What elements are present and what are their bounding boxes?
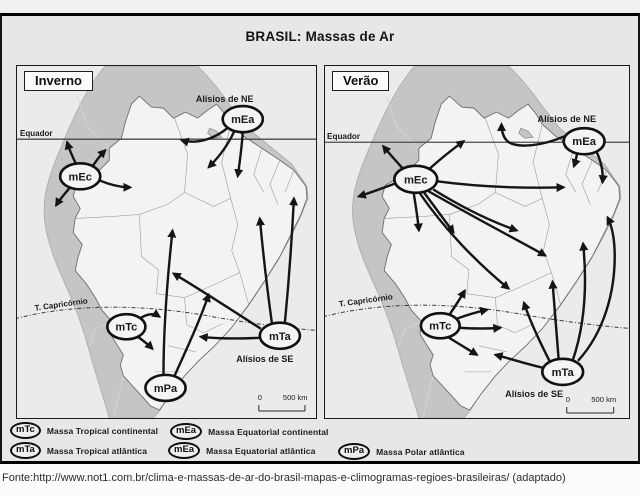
legend-item-mEa-continental	[170, 423, 329, 440]
air-mass-mEa	[223, 106, 263, 132]
air-mass-label: mPa	[153, 382, 178, 395]
legend-symbol: mTa	[10, 442, 41, 459]
air-mass-label: mEa	[231, 114, 255, 127]
panel-inverno	[16, 65, 317, 419]
equator-label: Equador	[327, 132, 361, 142]
legend-label: Massa Tropical continental	[46, 425, 159, 436]
scale-bar	[258, 393, 308, 411]
air-mass-label: mTc	[429, 320, 452, 333]
capricorn-label: T. Capricórnio	[34, 296, 89, 313]
legend-symbol: mEa	[170, 423, 202, 440]
legend-symbol: mPa	[338, 443, 370, 460]
legend-item-mEa-atlantica	[168, 442, 315, 459]
panel-verao	[324, 65, 630, 419]
air-mass-label: mTa	[551, 366, 574, 379]
legend-item-mPa	[338, 443, 465, 460]
air-mass-mTc	[421, 313, 460, 338]
air-mass-label: mTc	[115, 321, 138, 334]
scale-zero: 0	[565, 395, 571, 404]
trade-winds-ne-label: Alísios de NE	[195, 94, 254, 105]
legend	[10, 422, 634, 462]
legend-label: Massa Polar atlântica	[376, 446, 465, 457]
air-mass-mEc	[60, 163, 100, 189]
scale-distance: 500 km	[282, 392, 308, 402]
air-mass-label: mEa	[572, 136, 596, 149]
air-mass-label: mTa	[268, 330, 291, 343]
legend-symbol: mTc	[10, 422, 41, 439]
map-inverno	[17, 66, 316, 418]
figure-title: BRASIL: Massas de Ar	[245, 29, 395, 44]
trade-winds-se-label: Alísios de SE	[505, 389, 564, 399]
legend-symbol: mEa	[168, 442, 200, 459]
season-label-verao: Verão	[332, 71, 389, 91]
trade-winds-se-label: Alísios de SE	[236, 353, 294, 364]
air-mass-mTa	[542, 359, 583, 385]
air-mass-mTc	[107, 314, 145, 339]
legend-item-mTc	[10, 422, 158, 439]
scale-bar	[566, 395, 617, 413]
season-label-inverno: Inverno	[24, 71, 93, 91]
legend-label: Massa Equatorial atlântica	[206, 445, 316, 456]
air-mass-mPa	[145, 375, 185, 401]
map-verao	[325, 66, 629, 418]
capricorn-label: T. Capricórnio	[338, 292, 394, 309]
air-mass-mEc	[394, 166, 437, 193]
legend-item-mTa	[10, 442, 147, 459]
legend-label: Massa Tropical atlântica	[46, 445, 148, 456]
equator-label: Equador	[20, 129, 53, 139]
footer-area	[0, 464, 640, 496]
air-mass-label: mEc	[403, 174, 428, 187]
source-citation: Fonte:http://www.not1.com.br/clima-e-massas-de-ar-do-brasil-mapas-e-climogramas-regioes-brasileiras/ (adaptado)	[2, 472, 566, 484]
air-mass-mEa	[564, 128, 605, 154]
legend-label: Massa Equatorial continental	[208, 426, 329, 437]
air-mass-label: mEc	[68, 171, 92, 184]
scale-distance: 500 km	[591, 395, 617, 404]
trade-winds-ne-label: Alísios de NE	[537, 114, 597, 125]
air-mass-mTa	[260, 323, 300, 349]
scale-zero: 0	[257, 392, 262, 402]
